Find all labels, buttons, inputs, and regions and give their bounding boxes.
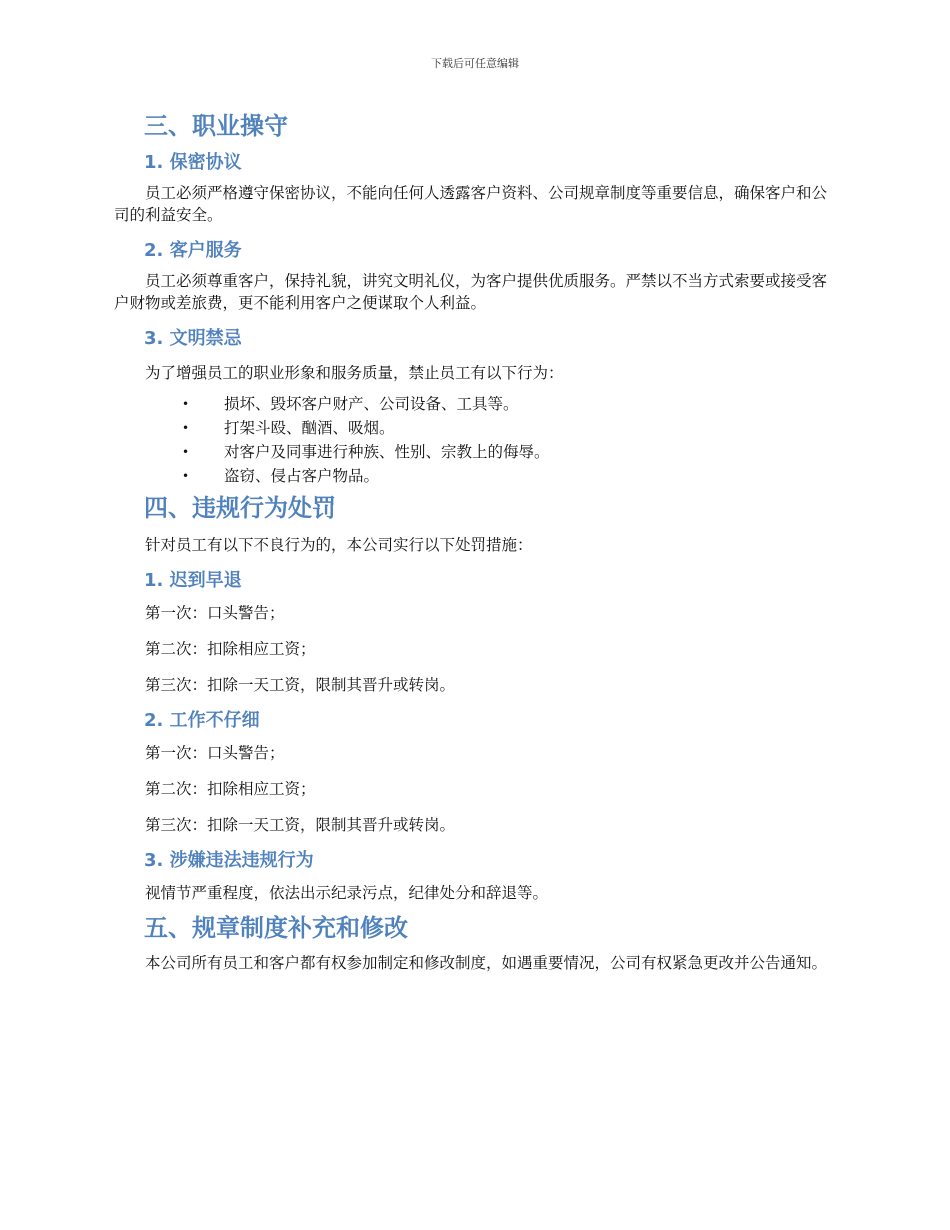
section-3-2-paragraph: 员工必须尊重客户，保持礼貌，讲究文明礼仪，为客户提供优质服务。严禁以不当方式索要或接受客户财物或差旅费，更不能利用客户之便谋取个人利益。 bbox=[114, 272, 828, 312]
list-item bbox=[114, 464, 836, 488]
section-3-3-heading: 3. 文明禁忌 bbox=[144, 328, 242, 349]
penalty-line: 第三次：扣除一天工资，限制其晋升或转岗。 bbox=[145, 816, 456, 834]
section-4-1-heading: 1. 迟到早退 bbox=[144, 570, 242, 591]
section-3-heading: 三、职业操守 bbox=[144, 112, 288, 140]
header-note: 下载后可任意编辑 bbox=[431, 57, 519, 70]
section-5-heading: 五、规章制度补充和修改 bbox=[144, 914, 408, 942]
section-3-3-intro: 为了增强员工的职业形象和服务质量，禁止员工有以下行为： bbox=[145, 364, 564, 382]
section-3-1-heading: 1. 保密协议 bbox=[144, 152, 242, 173]
list-item bbox=[114, 392, 836, 416]
penalty-line: 第一次：口头警告； bbox=[145, 604, 285, 622]
section-4-2-heading: 2. 工作不仔细 bbox=[144, 710, 260, 731]
bullet-icon: • bbox=[182, 397, 190, 411]
penalty-line: 第二次：扣除相应工资； bbox=[145, 640, 316, 658]
prohibited-behaviors-list bbox=[114, 392, 836, 488]
list-item bbox=[114, 416, 836, 440]
section-5-paragraph: 本公司所有员工和客户都有权参加制定和修改制度，如遇重要情况，公司有权紧急更改并公告通知。 bbox=[145, 954, 828, 972]
bullet-icon: • bbox=[182, 421, 190, 435]
section-4-intro: 针对员工有以下不良行为的，本公司实行以下处罚措施： bbox=[145, 536, 533, 554]
section-3-2-heading: 2. 客户服务 bbox=[144, 240, 242, 261]
section-4-3-paragraph: 视情节严重程度，依法出示纪录污点，纪律处分和辞退等。 bbox=[145, 884, 549, 902]
bullet-icon: • bbox=[182, 445, 190, 459]
section-4-3-heading: 3. 涉嫌违法违规行为 bbox=[144, 850, 314, 871]
bullet-icon: • bbox=[182, 469, 190, 483]
list-item-text: 损坏、毁坏客户财产、公司设备、工具等。 bbox=[224, 395, 519, 413]
section-3-1-paragraph: 员工必须严格遵守保密协议，不能向任何人透露客户资料、公司规章制度等重要信息，确保客户和公司的利益安全。 bbox=[114, 184, 828, 224]
penalty-line: 第二次：扣除相应工资； bbox=[145, 780, 316, 798]
list-item-text: 盗窃、侵占客户物品。 bbox=[224, 467, 380, 485]
penalty-line: 第一次：口头警告； bbox=[145, 744, 285, 762]
document-body bbox=[114, 108, 836, 974]
penalty-line: 第三次：扣除一天工资，限制其晋升或转岗。 bbox=[145, 676, 456, 694]
list-item bbox=[114, 440, 836, 464]
section-4-heading: 四、违规行为处罚 bbox=[144, 494, 336, 522]
list-item-text: 打架斗殴、酗酒、吸烟。 bbox=[224, 419, 395, 437]
list-item-text: 对客户及同事进行种族、性别、宗教上的侮辱。 bbox=[224, 443, 550, 461]
